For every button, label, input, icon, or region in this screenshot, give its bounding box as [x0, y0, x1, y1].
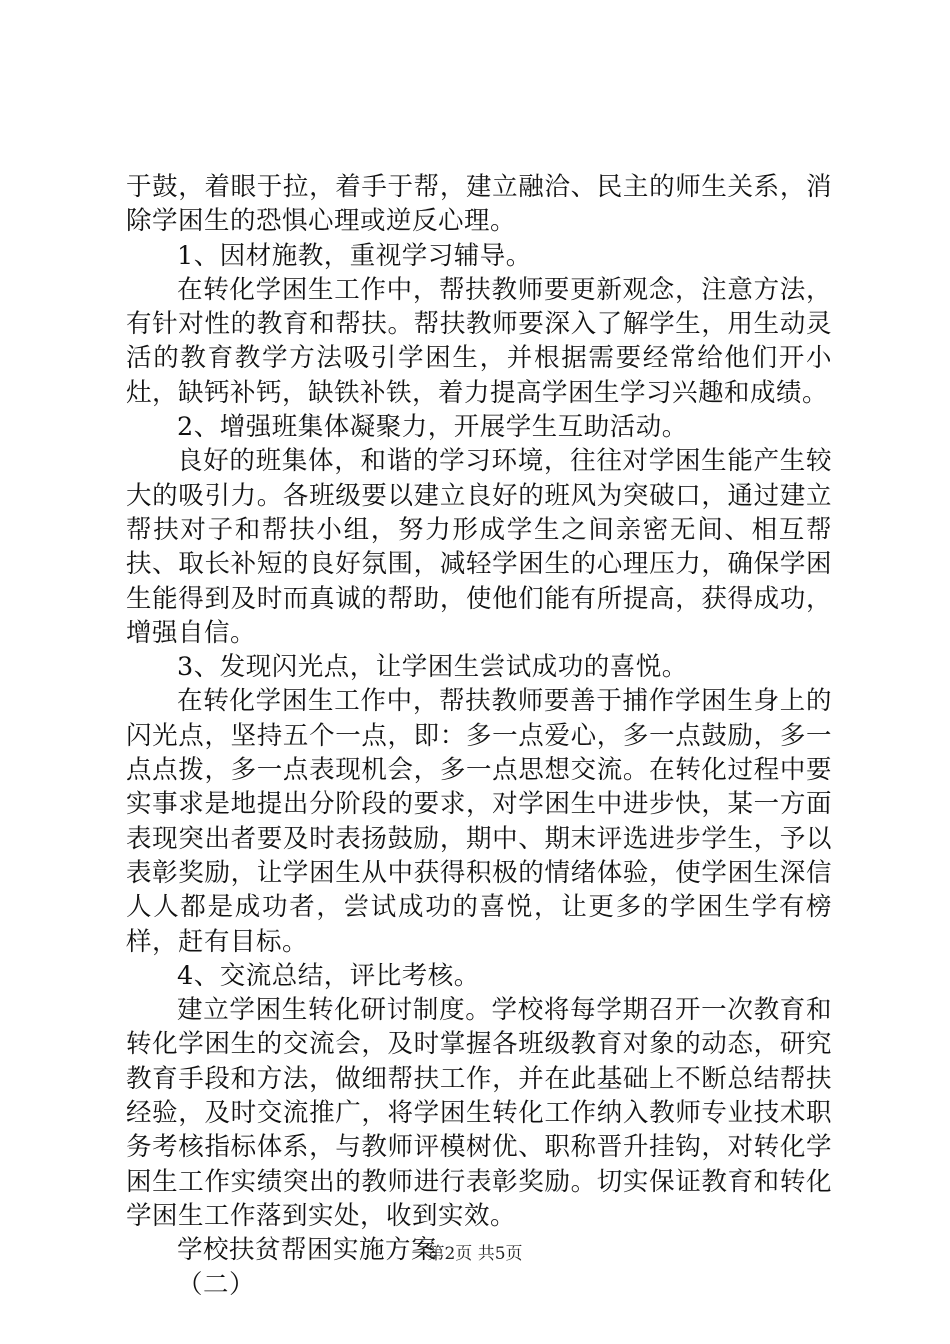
- section-heading-3: 3、发现闪光点，让学困生尝试成功的喜悦。: [177, 652, 688, 683]
- section-heading-4: 4、交流总结，评比考核。: [177, 960, 480, 991]
- paragraph-3: 在转化学困生工作中，帮扶教师要善于捕作学困生身上的闪光点，坚持五个一点，即：多一点爱心，多一点鼓励，多一点点拨，多一点表现机会，多一点思想交流。在转化过程中要实事求是地提出分阶段的要求，对学困生中进步快，某一方面表现突出者要及时表扬鼓励，期中、期末评选进步学生，予以表彰奖励，让学困生从中获得积极的情绪体验，使学困生深信人人都是成功者，尝试成功的喜悦，让更多的学困生学有榜样，赶有目标。: [126, 686, 832, 957]
- section-heading-2: 2、增强班集体凝聚力，开展学生互助活动。: [177, 412, 688, 443]
- paragraph-continuation: 于鼓，着眼于拉，着手于帮，建立融洽、民主的师生关系，消除学困生的恐惧心理或逆反心理。: [126, 172, 832, 237]
- page-footer: 第2页 共5页: [427, 1244, 523, 1264]
- paragraph-2: 良好的班集体，和谐的学习环境，往往对学困生能产生较大的吸引力。各班级要以建立良好的班风为突破口，通过建立帮扶对子和帮扶小组，努力形成学生之间亲密无间、相互帮扶、取长补短的良好氛围，减轻学困生的心理压力，确保学困生能得到及时而真诚的帮助，使他们能有所提高，获得成功，增强自信。: [126, 446, 832, 648]
- document-title: 学校扶贫帮困实施方案: [177, 1235, 438, 1266]
- paragraph-4: 建立学困生转化研讨制度。学校将每学期召开一次教育和转化学困生的交流会，及时掌握各班级教育对象的动态，研究教育手段和方法，做细帮扶工作，并在此基础上不断总结帮扶经验，及时交流推广，将学困生转化工作纳入教师专业技术职务考核指标体系，与教师评模树优、职称晋升挂钩，对转化学困生工作实绩突出的教师进行表彰奖励。切实保证教育和转化学困生工作落到实处，收到实效。: [126, 995, 832, 1231]
- paragraph-1: 在转化学困生工作中，帮扶教师要更新观念，注意方法，有针对性的教育和帮扶。帮扶教师要深入了解学生，用生动灵活的教育教学方法吸引学困生，并根据需要经常给他们开小灶，缺钙补钙，缺铁补铁，着力提高学困生学习兴趣和成绩。: [126, 274, 832, 408]
- document-subtitle: （二）: [177, 1269, 256, 1300]
- document-body: [126, 170, 832, 1302]
- section-heading-1: 1、因材施教，重视学习辅导。: [177, 240, 532, 271]
